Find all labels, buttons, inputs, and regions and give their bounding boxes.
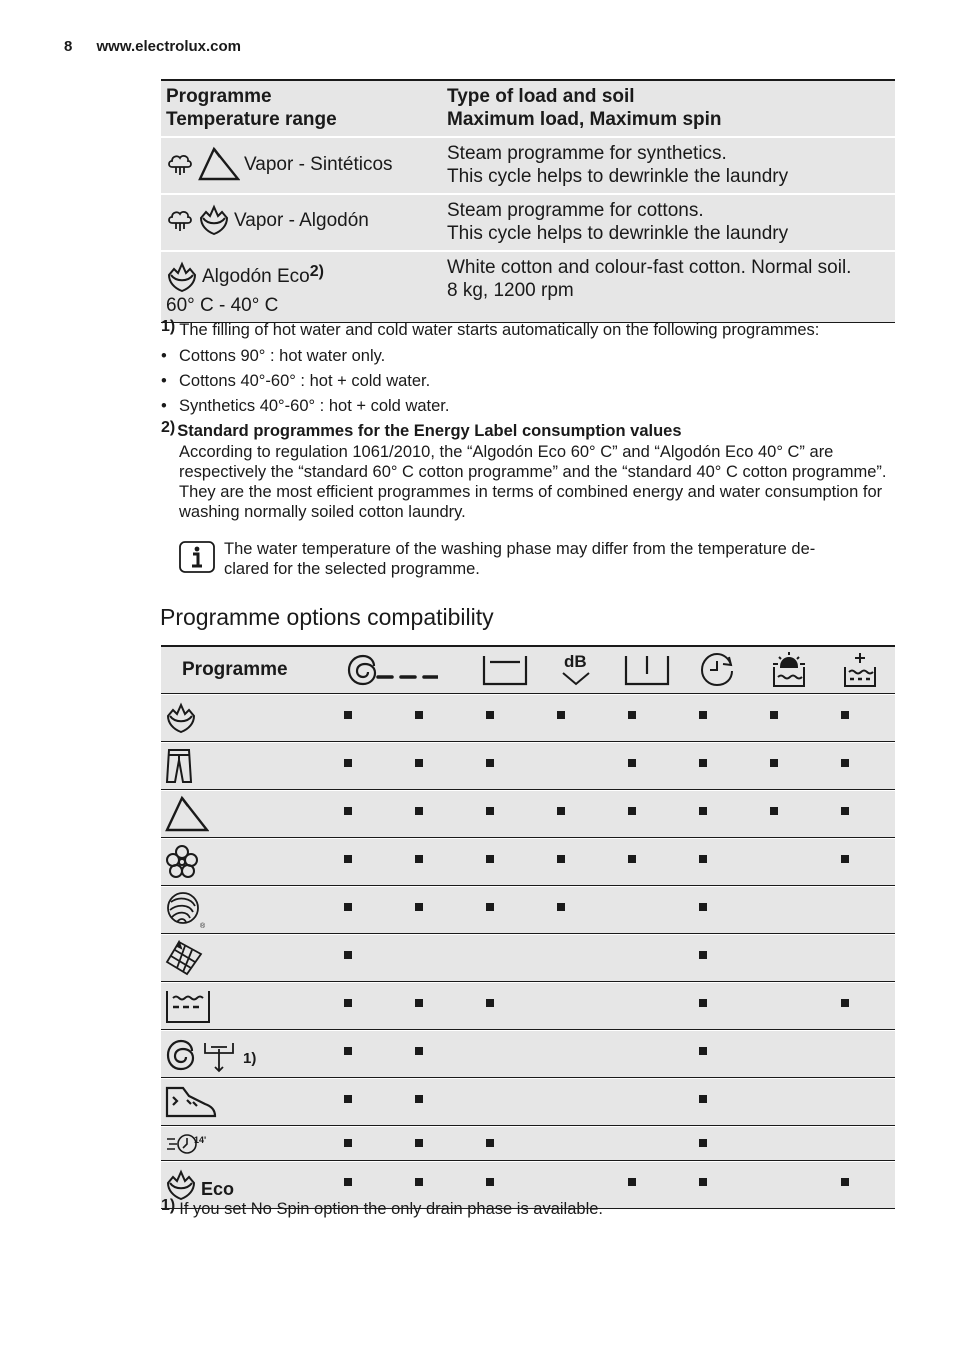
option-cell	[824, 887, 895, 933]
list-item: • Synthetics 40°-60° : hot + cold water.	[161, 396, 895, 416]
compatible-mark	[841, 855, 849, 863]
option-cell	[682, 983, 753, 1029]
page-header	[64, 38, 241, 55]
footnote-2	[161, 421, 895, 522]
load-desc-line2: This cycle helps to dewrinkle the laundry	[447, 223, 789, 244]
header-load	[442, 80, 895, 137]
table-row	[161, 194, 895, 251]
steam-icon	[166, 207, 194, 233]
option-cell	[753, 1079, 824, 1125]
footnote-text: If you set No Spin option the only drain phase is available.	[179, 1200, 603, 1218]
compatible-mark	[841, 999, 849, 1007]
compatible-mark	[557, 855, 565, 863]
programme-cell	[161, 695, 327, 741]
compatible-mark	[628, 711, 636, 719]
programme-label: 1)	[243, 1049, 257, 1067]
denim-icon	[165, 748, 193, 784]
table-row	[161, 1030, 895, 1078]
compatible-mark	[699, 1139, 707, 1147]
table-row	[161, 790, 895, 838]
compatible-mark	[344, 807, 352, 815]
compatible-mark	[486, 855, 494, 863]
option-cell	[540, 743, 611, 789]
compatible-mark	[486, 807, 494, 815]
option-cell	[327, 1079, 398, 1125]
option-cell	[469, 791, 540, 837]
option-cell	[611, 935, 682, 981]
footnote-1	[161, 320, 895, 341]
load-cell	[442, 137, 895, 194]
compatible-mark	[486, 711, 494, 719]
option-cell	[540, 791, 611, 837]
option-cell	[398, 1079, 469, 1125]
option-cell	[398, 1127, 469, 1160]
cotton-icon	[165, 701, 197, 735]
option-cell	[398, 887, 469, 933]
option-cell	[682, 695, 753, 741]
programme-cell	[161, 839, 327, 885]
svg-text:dB: dB	[563, 652, 587, 671]
compatible-mark	[415, 1047, 423, 1055]
footnote-text: According to regulation 1061/2010, the “Algodón Eco 60° C” and “Algodón Eco 40° C” are respectively the “standard 60° C cotton programme” and the “standard 40° C cotton programme”. They are the most efficient programmes in terms of combined energy and water consumption for washing normally soiled cotton laundry.	[179, 443, 887, 521]
option-cell	[682, 1031, 753, 1077]
compatible-mark	[486, 999, 494, 1007]
night-quiet-icon	[540, 647, 611, 693]
option-cell	[824, 695, 895, 741]
header-temperature-label: Temperature range	[166, 109, 337, 130]
load-cell	[442, 251, 895, 323]
table-row	[161, 886, 895, 934]
table-row	[161, 982, 895, 1030]
option-cell	[398, 839, 469, 885]
compatible-mark	[486, 1139, 494, 1147]
prewash-icon	[753, 647, 824, 693]
footnotes	[161, 320, 895, 522]
table-row	[161, 137, 895, 194]
compatible-mark	[486, 1178, 494, 1186]
option-cell	[540, 887, 611, 933]
option-cell	[327, 791, 398, 837]
compatible-mark	[344, 1095, 352, 1103]
table-row	[161, 1126, 895, 1161]
compatible-mark	[415, 711, 423, 719]
programme-cell	[161, 983, 327, 1029]
footnote-text: The filling of hot water and cold water starts automatically on the following programmes:	[179, 321, 820, 339]
option-cell	[682, 887, 753, 933]
option-cell	[824, 791, 895, 837]
compatible-mark	[415, 807, 423, 815]
compatible-mark	[841, 1178, 849, 1186]
option-cell	[469, 1031, 540, 1077]
footnote-ref: 2)	[309, 263, 324, 280]
option-cell	[398, 695, 469, 741]
compatible-mark	[841, 807, 849, 815]
rinse-hold-icon	[611, 647, 682, 693]
programme-cell	[161, 137, 442, 194]
option-cell	[327, 839, 398, 885]
programme-cell	[161, 887, 327, 933]
compatible-mark	[699, 1095, 707, 1103]
compatible-mark	[628, 759, 636, 767]
option-cell	[753, 935, 824, 981]
compatible-mark	[344, 1178, 352, 1186]
option-cell	[824, 983, 895, 1029]
load-desc-line1: Steam programme for cottons.	[447, 200, 704, 221]
site-url[interactable]: www.electrolux.com	[96, 38, 242, 55]
table-row	[161, 251, 895, 323]
table-row	[161, 1078, 895, 1126]
option-cell	[824, 1079, 895, 1125]
compatible-mark	[486, 759, 494, 767]
programme-name: Algodón Eco	[202, 266, 310, 287]
option-cell	[540, 983, 611, 1029]
header-spin-label: Maximum load, Maximum spin	[447, 109, 722, 130]
compatible-mark	[415, 999, 423, 1007]
option-cell	[540, 1031, 611, 1077]
programme-label: Eco	[201, 1178, 235, 1199]
svg-text:14': 14'	[194, 1134, 207, 1145]
compatible-mark	[841, 759, 849, 767]
option-cell	[469, 839, 540, 885]
option-cell	[611, 791, 682, 837]
options-footnote	[161, 1197, 603, 1219]
option-cell	[327, 743, 398, 789]
table-row	[161, 934, 895, 982]
option-cell	[753, 1162, 824, 1208]
option-cell	[398, 1031, 469, 1077]
dash-icon	[398, 647, 469, 693]
synthetics-icon	[165, 795, 209, 833]
load-desc-line2: This cycle helps to dewrinkle the laundry	[447, 166, 789, 187]
option-cell	[540, 1079, 611, 1125]
compatible-mark	[415, 855, 423, 863]
option-cell	[824, 935, 895, 981]
header-programme-label: Programme	[182, 659, 288, 680]
compatible-mark	[415, 759, 423, 767]
option-cell	[469, 695, 540, 741]
cotton-icon	[166, 260, 198, 294]
option-cell	[611, 839, 682, 885]
section-title: Programme options compatibility	[160, 604, 494, 630]
wool-icon	[165, 890, 205, 930]
programme-table-header	[161, 80, 895, 137]
option-cell	[824, 743, 895, 789]
compatible-mark	[628, 807, 636, 815]
compatible-mark	[344, 759, 352, 767]
option-cell	[540, 1127, 611, 1160]
compatible-mark	[699, 999, 707, 1007]
temperature-range: 60° C - 40° C	[166, 295, 279, 316]
compatible-mark	[770, 759, 778, 767]
info-text-line2: clared for the selected programme.	[224, 560, 480, 578]
option-cell	[753, 983, 824, 1029]
compatible-mark	[415, 1095, 423, 1103]
compatible-mark	[415, 1178, 423, 1186]
option-cell	[611, 887, 682, 933]
rinse-icon	[165, 987, 211, 1025]
programme-cell	[161, 1127, 327, 1160]
programme-name: Vapor - Algodón	[234, 209, 369, 231]
option-cell	[753, 839, 824, 885]
compatible-mark	[699, 711, 707, 719]
header-programme	[161, 80, 442, 137]
option-cell	[824, 1127, 895, 1160]
spin-drain-icon	[165, 1035, 239, 1073]
compatible-mark	[415, 903, 423, 911]
option-cell	[469, 887, 540, 933]
programme-cell	[161, 1031, 327, 1077]
option-cell	[682, 791, 753, 837]
option-cell	[753, 743, 824, 789]
synthetics-icon	[198, 146, 240, 182]
option-cell	[398, 983, 469, 1029]
extra-steam-icon	[824, 647, 895, 693]
footnote-mark: 1)	[161, 1197, 176, 1214]
option-cell	[398, 935, 469, 981]
programme-cell	[161, 251, 442, 323]
option-cell	[753, 1031, 824, 1077]
programme-cell	[161, 935, 327, 981]
compatible-mark	[841, 711, 849, 719]
option-cell	[682, 839, 753, 885]
option-cell	[540, 695, 611, 741]
option-cell	[540, 839, 611, 885]
table-row	[161, 838, 895, 886]
option-cell	[753, 887, 824, 933]
option-cell	[753, 1127, 824, 1160]
load-cell	[442, 194, 895, 251]
option-cell	[611, 1031, 682, 1077]
option-cell	[682, 935, 753, 981]
programme-cell	[161, 743, 327, 789]
option-cell	[611, 1162, 682, 1208]
compatible-mark	[344, 1047, 352, 1055]
compatible-mark	[344, 951, 352, 959]
steam-icon	[166, 151, 194, 177]
option-cell	[611, 1079, 682, 1125]
compatible-mark	[415, 1139, 423, 1147]
option-cell	[682, 1127, 753, 1160]
option-cell	[753, 791, 824, 837]
footnote-mark: 1)	[161, 318, 176, 335]
compatible-mark	[344, 999, 352, 1007]
option-cell	[611, 1127, 682, 1160]
option-cell	[327, 935, 398, 981]
header-programme-label: Programme	[166, 86, 272, 107]
options-table-body	[161, 694, 895, 1209]
compatible-mark	[344, 711, 352, 719]
quick-14-icon	[165, 1131, 209, 1157]
option-cell	[469, 935, 540, 981]
header-load-label: Type of load and soil	[447, 86, 635, 107]
option-cell	[327, 983, 398, 1029]
programme-cell	[161, 1079, 327, 1125]
cotton-icon	[198, 203, 230, 237]
option-cell	[469, 983, 540, 1029]
compatible-mark	[557, 807, 565, 815]
option-cell	[682, 1162, 753, 1208]
options-compatibility-table	[161, 645, 895, 1209]
table-row	[161, 694, 895, 742]
option-cell	[682, 743, 753, 789]
footnote-mark: 2)	[161, 419, 176, 436]
option-cell	[469, 743, 540, 789]
compatible-mark	[344, 855, 352, 863]
compatible-mark	[344, 1139, 352, 1147]
programme-cell	[161, 791, 327, 837]
programme-table	[161, 79, 895, 323]
option-cell	[611, 983, 682, 1029]
option-cell	[398, 743, 469, 789]
option-cell	[611, 695, 682, 741]
compatible-mark	[699, 855, 707, 863]
compatible-mark	[699, 807, 707, 815]
sport-shoe-icon	[165, 1084, 217, 1120]
option-cell	[327, 695, 398, 741]
programme-name: Vapor - Sintéticos	[244, 153, 393, 175]
svg-text:®: ®	[200, 923, 205, 930]
compatible-mark	[699, 759, 707, 767]
list-item: • Cottons 40°-60° : hot + cold water.	[161, 371, 895, 391]
compatible-mark	[486, 903, 494, 911]
page-number: 8	[64, 38, 73, 55]
option-cell	[682, 1079, 753, 1125]
option-cell	[327, 887, 398, 933]
compatible-mark	[557, 711, 565, 719]
option-cell	[398, 791, 469, 837]
info-text-line1: The water temperature of the washing phase may differ from the temperature de-	[224, 540, 816, 558]
time-manager-icon	[682, 647, 753, 693]
compatible-mark	[699, 1047, 707, 1055]
option-cell	[469, 1127, 540, 1160]
compatible-mark	[628, 1178, 636, 1186]
compatible-mark	[770, 807, 778, 815]
info-note	[178, 539, 878, 579]
options-table-header	[161, 647, 895, 694]
list-item: • Cottons 90° : hot water only.	[161, 346, 895, 366]
load-desc-line1: White cotton and colour-fast cotton. Normal soil.	[447, 257, 852, 278]
option-cell	[469, 1079, 540, 1125]
option-cell	[824, 839, 895, 885]
compatible-mark	[557, 903, 565, 911]
option-cell	[824, 1162, 895, 1208]
compatible-mark	[770, 711, 778, 719]
silk-icon	[165, 940, 205, 976]
load-desc-line1: Steam programme for synthetics.	[447, 143, 727, 164]
table-row	[161, 742, 895, 790]
option-cell	[824, 1031, 895, 1077]
option-cell	[327, 1127, 398, 1160]
option-cell	[327, 1031, 398, 1077]
compatible-mark	[344, 903, 352, 911]
load-desc-line2: 8 kg, 1200 rpm	[447, 280, 574, 301]
option-cell	[611, 743, 682, 789]
extra-rinse-icon	[469, 647, 540, 693]
compatible-mark	[628, 855, 636, 863]
compatible-mark	[699, 1178, 707, 1186]
compatible-mark	[699, 951, 707, 959]
delicates-icon	[165, 844, 199, 880]
footnote-title: Standard programmes for the Energy Label consumption values	[177, 422, 682, 440]
info-icon	[178, 539, 216, 579]
programme-cell	[161, 194, 442, 251]
option-cell	[753, 695, 824, 741]
option-cell	[540, 935, 611, 981]
compatible-mark	[699, 903, 707, 911]
